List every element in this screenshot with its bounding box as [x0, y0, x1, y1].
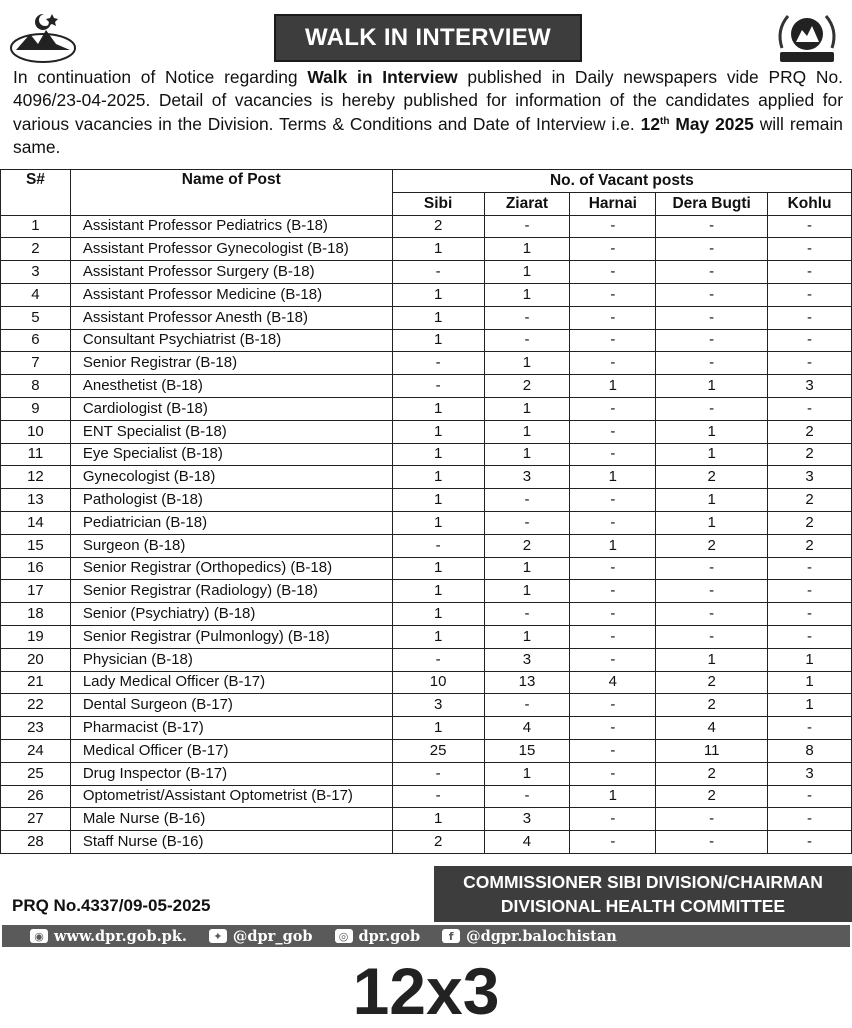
row-serial: 7	[1, 352, 71, 375]
row-vacancy-count: -	[392, 375, 484, 398]
row-vacancy-count: 1	[656, 648, 768, 671]
ad-size-label: 12x3	[352, 954, 500, 1028]
row-vacancy-count: 1	[392, 808, 484, 831]
row-vacancy-count: 1	[484, 557, 570, 580]
row-serial: 28	[1, 831, 71, 854]
row-post-name: Staff Nurse (B-16)	[70, 831, 392, 854]
row-serial: 17	[1, 580, 71, 603]
row-vacancy-count: 1	[484, 443, 570, 466]
authority-box	[434, 866, 852, 922]
row-post-name: Pediatrician (B-18)	[70, 511, 392, 534]
row-vacancy-count: 1	[656, 375, 768, 398]
row-post-name: Gynecologist (B-18)	[70, 466, 392, 489]
footer-website[interactable]: www.dpr.gob.pk.	[54, 927, 187, 945]
row-post-name: Assistant Professor Anesth (B-18)	[70, 306, 392, 329]
row-vacancy-count: -	[570, 762, 656, 785]
row-vacancy-count: -	[768, 283, 852, 306]
table-row	[1, 739, 852, 762]
row-post-name: Cardiologist (B-18)	[70, 397, 392, 420]
row-vacancy-count: -	[656, 329, 768, 352]
row-vacancy-count: -	[768, 306, 852, 329]
row-serial: 13	[1, 489, 71, 512]
row-vacancy-count: -	[484, 215, 570, 238]
row-serial: 21	[1, 671, 71, 694]
row-vacancy-count: 2	[484, 534, 570, 557]
table-row	[1, 489, 852, 512]
row-vacancy-count: -	[656, 306, 768, 329]
row-vacancy-count: 2	[768, 489, 852, 512]
row-serial: 18	[1, 603, 71, 626]
footer-facebook[interactable]: @dgpr.balochistan	[466, 927, 617, 945]
row-serial: 2	[1, 238, 71, 261]
row-post-name: Optometrist/Assistant Optometrist (B-17)	[70, 785, 392, 808]
row-vacancy-count: -	[484, 603, 570, 626]
row-vacancy-count: -	[656, 215, 768, 238]
table-row	[1, 329, 852, 352]
row-vacancy-count: 1	[392, 466, 484, 489]
row-vacancy-count: -	[484, 694, 570, 717]
authority-line2: DIVISIONAL HEALTH COMMITTEE	[500, 896, 786, 916]
row-vacancy-count: -	[768, 238, 852, 261]
row-vacancy-count: 1	[484, 397, 570, 420]
row-vacancy-count: -	[768, 215, 852, 238]
table-row	[1, 648, 852, 671]
row-vacancy-count: -	[570, 420, 656, 443]
footer-twitter[interactable]: @dpr_gob	[232, 927, 313, 945]
health-department-emblem-icon	[772, 8, 842, 68]
row-post-name: Medical Officer (B-17)	[70, 739, 392, 762]
prq-number: PRQ No.4337/09-05-2025	[12, 896, 211, 915]
facebook-icon: f	[442, 929, 460, 943]
table-row	[1, 215, 852, 238]
table-row	[1, 603, 852, 626]
table-row	[1, 397, 852, 420]
table-row	[1, 785, 852, 808]
row-vacancy-count: 2	[656, 534, 768, 557]
row-serial: 19	[1, 625, 71, 648]
row-vacancy-count: -	[392, 648, 484, 671]
table-row	[1, 557, 852, 580]
row-vacancy-count: -	[768, 603, 852, 626]
column-header-post: Name of Post	[70, 170, 392, 216]
row-vacancy-count: 2	[768, 420, 852, 443]
row-vacancy-count: -	[570, 831, 656, 854]
row-vacancy-count: 3	[484, 808, 570, 831]
row-vacancy-count: -	[484, 489, 570, 512]
row-vacancy-count: -	[768, 625, 852, 648]
row-vacancy-count: -	[570, 238, 656, 261]
row-post-name: Assistant Professor Medicine (B-18)	[70, 283, 392, 306]
footer-instagram[interactable]: dpr.gob	[358, 927, 421, 945]
row-vacancy-count: -	[570, 694, 656, 717]
row-serial: 1	[1, 215, 71, 238]
table-row	[1, 671, 852, 694]
row-vacancy-count: 1	[392, 397, 484, 420]
row-post-name: Senior Registrar (Pulmonlogy) (B-18)	[70, 625, 392, 648]
row-serial: 16	[1, 557, 71, 580]
row-vacancy-count: 3	[768, 762, 852, 785]
row-vacancy-count: -	[570, 397, 656, 420]
row-post-name: Surgeon (B-18)	[70, 534, 392, 557]
row-vacancy-count: 1	[656, 489, 768, 512]
column-header-vacant: No. of Vacant posts	[392, 170, 851, 193]
column-header-district: Harnai	[570, 192, 656, 215]
column-header-district: Dera Bugti	[656, 192, 768, 215]
table-row	[1, 306, 852, 329]
row-vacancy-count: 2	[768, 511, 852, 534]
row-vacancy-count: -	[570, 580, 656, 603]
row-vacancy-count: -	[656, 603, 768, 626]
table-row	[1, 420, 852, 443]
row-vacancy-count: -	[570, 557, 656, 580]
table-row	[1, 831, 852, 854]
row-vacancy-count: -	[656, 261, 768, 284]
row-serial: 9	[1, 397, 71, 420]
row-vacancy-count: 3	[768, 466, 852, 489]
row-vacancy-count: 1	[392, 511, 484, 534]
row-vacancy-count: -	[570, 215, 656, 238]
row-vacancy-count: -	[570, 261, 656, 284]
row-vacancy-count: -	[392, 534, 484, 557]
row-post-name: Senior Registrar (Radiology) (B-18)	[70, 580, 392, 603]
row-vacancy-count: -	[484, 329, 570, 352]
row-post-name: Consultant Psychiatrist (B-18)	[70, 329, 392, 352]
globe-icon: ◉	[30, 929, 48, 943]
row-vacancy-count: -	[656, 808, 768, 831]
row-vacancy-count: -	[768, 580, 852, 603]
row-serial: 11	[1, 443, 71, 466]
footer-bar	[2, 925, 850, 947]
row-vacancy-count: 1	[570, 785, 656, 808]
row-vacancy-count: 1	[484, 625, 570, 648]
row-vacancy-count: -	[656, 625, 768, 648]
row-vacancy-count: -	[656, 283, 768, 306]
row-serial: 15	[1, 534, 71, 557]
row-vacancy-count: 3	[392, 694, 484, 717]
twitter-icon: ✦	[209, 929, 227, 943]
row-vacancy-count: 2	[656, 762, 768, 785]
row-post-name: Senior Registrar (Orthopedics) (B-18)	[70, 557, 392, 580]
row-post-name: Dental Surgeon (B-17)	[70, 694, 392, 717]
row-vacancy-count: -	[570, 329, 656, 352]
row-vacancy-count: -	[484, 785, 570, 808]
row-vacancy-count: 1	[484, 580, 570, 603]
row-serial: 26	[1, 785, 71, 808]
row-vacancy-count: 1	[392, 603, 484, 626]
row-serial: 27	[1, 808, 71, 831]
table-row	[1, 466, 852, 489]
row-serial: 23	[1, 717, 71, 740]
table-row	[1, 283, 852, 306]
row-vacancy-count: -	[570, 648, 656, 671]
row-vacancy-count: 15	[484, 739, 570, 762]
row-serial: 6	[1, 329, 71, 352]
row-vacancy-count: -	[768, 785, 852, 808]
row-vacancy-count: -	[768, 831, 852, 854]
row-serial: 3	[1, 261, 71, 284]
row-vacancy-count: 2	[392, 215, 484, 238]
row-vacancy-count: -	[768, 557, 852, 580]
table-row	[1, 511, 852, 534]
row-vacancy-count: -	[570, 489, 656, 512]
row-post-name: Pathologist (B-18)	[70, 489, 392, 512]
table-row	[1, 238, 852, 261]
row-vacancy-count: 2	[656, 785, 768, 808]
row-vacancy-count: -	[392, 762, 484, 785]
row-vacancy-count: 2	[768, 443, 852, 466]
page-title: WALK IN INTERVIEW	[274, 14, 582, 62]
row-vacancy-count: -	[656, 238, 768, 261]
row-vacancy-count: 1	[570, 375, 656, 398]
table-row	[1, 443, 852, 466]
table-row	[1, 717, 852, 740]
row-post-name: Senior (Psychiatry) (B-18)	[70, 603, 392, 626]
row-post-name: Male Nurse (B-16)	[70, 808, 392, 831]
row-vacancy-count: 1	[392, 420, 484, 443]
row-vacancy-count: 2	[656, 671, 768, 694]
balochistan-emblem-icon	[8, 8, 78, 68]
row-vacancy-count: -	[768, 808, 852, 831]
row-vacancy-count: -	[570, 283, 656, 306]
table-row	[1, 625, 852, 648]
row-post-name: Physician (B-18)	[70, 648, 392, 671]
row-vacancy-count: -	[570, 352, 656, 375]
row-vacancy-count: 1	[484, 420, 570, 443]
row-vacancy-count: -	[570, 603, 656, 626]
row-serial: 10	[1, 420, 71, 443]
row-vacancy-count: -	[768, 261, 852, 284]
row-vacancy-count: 10	[392, 671, 484, 694]
table-row	[1, 352, 852, 375]
row-vacancy-count: -	[570, 808, 656, 831]
row-vacancy-count: 2	[768, 534, 852, 557]
row-post-name: Senior Registrar (B-18)	[70, 352, 392, 375]
row-post-name: Eye Specialist (B-18)	[70, 443, 392, 466]
authority-line1: COMMISSIONER SIBI DIVISION/CHAIRMAN	[463, 872, 823, 892]
row-vacancy-count: 1	[656, 420, 768, 443]
row-post-name: Assistant Professor Pediatrics (B-18)	[70, 215, 392, 238]
row-serial: 14	[1, 511, 71, 534]
row-serial: 20	[1, 648, 71, 671]
row-serial: 5	[1, 306, 71, 329]
row-serial: 8	[1, 375, 71, 398]
row-serial: 4	[1, 283, 71, 306]
row-vacancy-count: -	[392, 352, 484, 375]
row-vacancy-count: 2	[656, 694, 768, 717]
row-vacancy-count: 1	[484, 352, 570, 375]
row-vacancy-count: 2	[392, 831, 484, 854]
row-vacancy-count: -	[392, 261, 484, 284]
table-row	[1, 808, 852, 831]
row-post-name: Drug Inspector (B-17)	[70, 762, 392, 785]
row-vacancy-count: 4	[484, 717, 570, 740]
row-vacancy-count: 1	[392, 717, 484, 740]
row-vacancy-count: 1	[392, 625, 484, 648]
instagram-icon: ◎	[335, 929, 353, 943]
row-serial: 22	[1, 694, 71, 717]
row-vacancy-count: 1	[570, 466, 656, 489]
row-vacancy-count: 4	[656, 717, 768, 740]
row-vacancy-count: -	[570, 306, 656, 329]
row-vacancy-count: 2	[656, 466, 768, 489]
row-vacancy-count: 13	[484, 671, 570, 694]
column-header-district: Sibi	[392, 192, 484, 215]
row-vacancy-count: -	[768, 352, 852, 375]
column-header-district: Kohlu	[768, 192, 852, 215]
row-vacancy-count: 1	[392, 283, 484, 306]
row-vacancy-count: -	[570, 717, 656, 740]
table-row	[1, 580, 852, 603]
row-vacancy-count: 1	[392, 489, 484, 512]
row-vacancy-count: -	[656, 580, 768, 603]
row-vacancy-count: 1	[392, 238, 484, 261]
row-vacancy-count: 4	[484, 831, 570, 854]
row-vacancy-count: -	[768, 329, 852, 352]
column-header-district: Ziarat	[484, 192, 570, 215]
row-vacancy-count: 3	[484, 466, 570, 489]
row-vacancy-count: 1	[392, 580, 484, 603]
table-row	[1, 375, 852, 398]
row-vacancy-count: 3	[768, 375, 852, 398]
row-vacancy-count: 1	[484, 261, 570, 284]
row-vacancy-count: -	[570, 625, 656, 648]
row-vacancy-count: 1	[768, 648, 852, 671]
row-vacancy-count: 1	[768, 694, 852, 717]
table-row	[1, 694, 852, 717]
row-post-name: ENT Specialist (B-18)	[70, 420, 392, 443]
row-vacancy-count: 25	[392, 739, 484, 762]
row-post-name: Pharmacist (B-17)	[70, 717, 392, 740]
row-vacancy-count: -	[768, 717, 852, 740]
row-vacancy-count: -	[484, 306, 570, 329]
row-serial: 24	[1, 739, 71, 762]
row-post-name: Lady Medical Officer (B-17)	[70, 671, 392, 694]
vacancy-table	[0, 169, 852, 854]
row-vacancy-count: 1	[484, 238, 570, 261]
row-serial: 25	[1, 762, 71, 785]
row-vacancy-count: 1	[484, 283, 570, 306]
row-vacancy-count: 2	[484, 375, 570, 398]
row-vacancy-count: 1	[656, 443, 768, 466]
row-post-name: Anesthetist (B-18)	[70, 375, 392, 398]
row-vacancy-count: 1	[392, 557, 484, 580]
row-vacancy-count: 11	[656, 739, 768, 762]
row-vacancy-count: -	[570, 511, 656, 534]
row-vacancy-count: 4	[570, 671, 656, 694]
table-row	[1, 534, 852, 557]
row-vacancy-count: 1	[768, 671, 852, 694]
row-vacancy-count: 8	[768, 739, 852, 762]
row-vacancy-count: 1	[570, 534, 656, 557]
row-post-name: Assistant Professor Gynecologist (B-18)	[70, 238, 392, 261]
row-vacancy-count: -	[570, 739, 656, 762]
row-post-name: Assistant Professor Surgery (B-18)	[70, 261, 392, 284]
row-vacancy-count: 1	[656, 511, 768, 534]
row-vacancy-count: 1	[484, 762, 570, 785]
row-vacancy-count: 1	[392, 329, 484, 352]
row-vacancy-count: -	[656, 397, 768, 420]
row-vacancy-count: 1	[392, 443, 484, 466]
row-serial: 12	[1, 466, 71, 489]
row-vacancy-count: 3	[484, 648, 570, 671]
row-vacancy-count: 1	[392, 306, 484, 329]
row-vacancy-count: -	[768, 397, 852, 420]
notice-paragraph: In continuation of Notice regarding Walk in Interview published in Daily newspapers vide PRQ No. 4096/23-04-2025. Detail of vacancies is hereby published for information of the candidates applied for various vacancies in the Division. Terms & Conditions and Date of Interview i.e. 12th May 2025 will remain same.	[13, 67, 843, 157]
row-vacancy-count: -	[656, 831, 768, 854]
row-vacancy-count: -	[484, 511, 570, 534]
row-vacancy-count: -	[656, 352, 768, 375]
column-header-sn: S#	[1, 170, 71, 216]
table-row	[1, 762, 852, 785]
row-vacancy-count: -	[392, 785, 484, 808]
table-row	[1, 261, 852, 284]
row-vacancy-count: -	[656, 557, 768, 580]
row-vacancy-count: -	[570, 443, 656, 466]
